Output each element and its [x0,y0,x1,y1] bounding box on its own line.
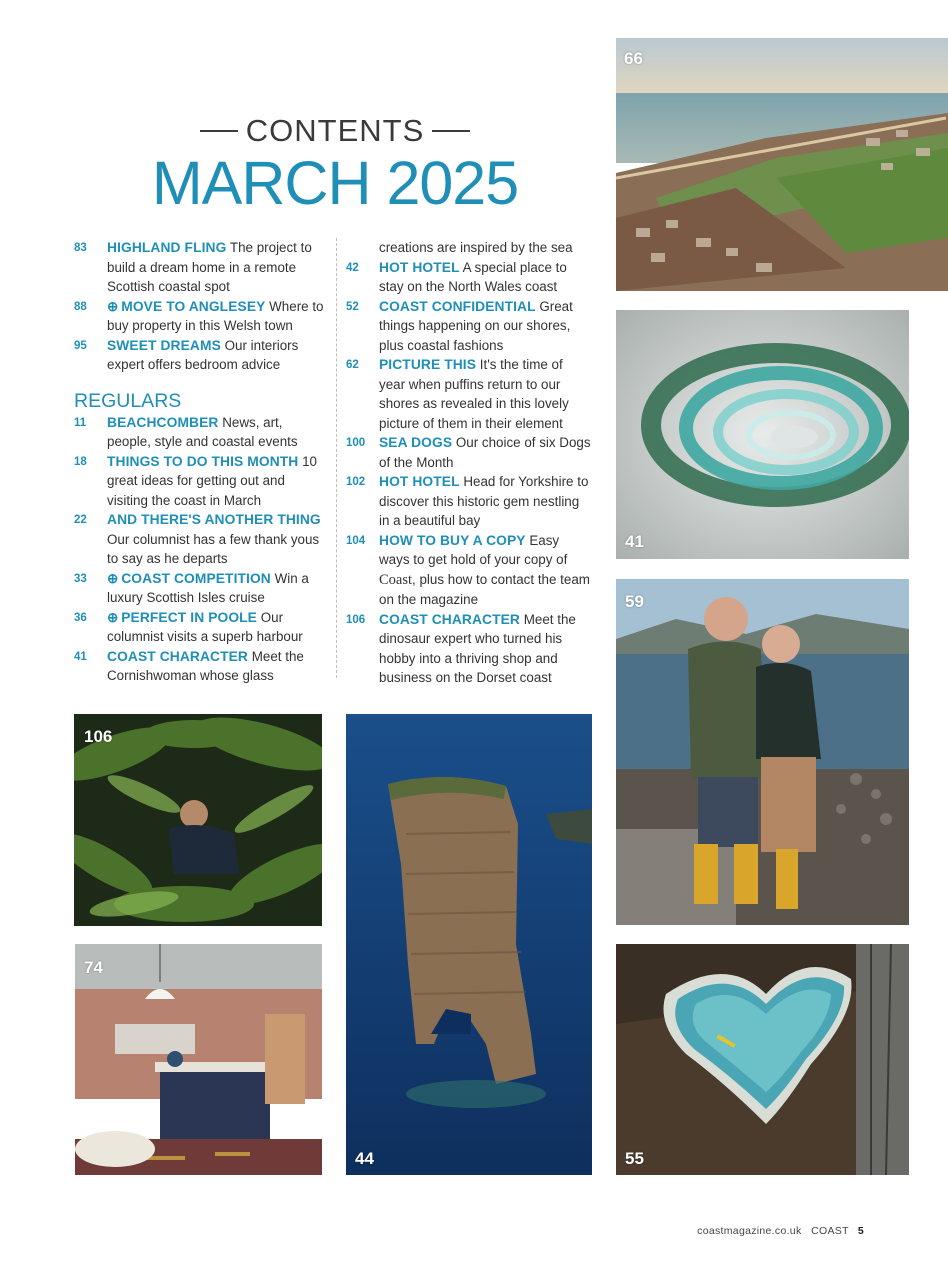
feature-title: SWEET DREAMS [107,337,221,353]
feature-description: The project to build a dream home in a remote Scottish coastal spot [107,240,312,294]
regular-entry[interactable] [74,510,326,569]
compass-icon: ⊕ [107,609,119,625]
feature-title: HIGHLAND FLING [107,240,227,255]
regular-description: A special place to stay on the North Wales coast [379,259,567,294]
regular-entry[interactable] [346,297,592,356]
regular-description: Win a luxury Scottish Isles cruise [107,570,309,605]
photo-page-number: 41 [625,532,644,551]
contents-heading [140,113,530,149]
page-number: 11 [74,416,87,429]
regular-title: PICTURE THIS [379,357,477,372]
regular-title: HOT HOTEL [379,259,460,275]
regular-title: COAST COMPETITION [121,570,271,586]
regular-entry[interactable] [74,452,326,511]
photo-couple[interactable] [616,579,909,925]
footer-brand: COAST [811,1225,849,1237]
footer-page-number: 5 [857,1225,864,1237]
compass-icon: ⊕ [107,570,119,586]
regular-title: COAST CHARACTER [379,611,520,627]
page-number: 95 [74,339,87,352]
page-number: 83 [74,242,87,254]
sea-stack-image [346,714,592,1175]
heart-pool-image [616,944,909,1175]
regular-description: Great things happening on our shores, plus coastal fashions [379,298,573,353]
photo-page-number: 59 [625,592,644,611]
photo-kitchen[interactable] [75,944,322,1175]
feature-description: Our interiors expert offers bedroom advice [107,337,299,372]
contents-column-left [74,238,326,686]
kitchen-image [75,944,322,1175]
photo-page-number: 55 [625,1149,644,1168]
page-number: 42 [346,261,359,274]
regular-entry[interactable] [346,472,592,531]
regular-entry[interactable] [74,647,326,686]
heading-rule-left [200,130,238,132]
page-number: 41 [74,650,87,663]
regular-title: BEACHCOMBER [107,414,219,430]
feature-entry[interactable] [74,238,326,297]
page-number: 104 [346,534,366,547]
photo-page-number: 66 [624,49,643,68]
desc-part: , plus how to contact the team on the magazine [379,571,590,607]
regular-description: Meet the dinosaur expert who turned his hobby into a thriving shop and business on the Dorset coast [379,611,576,685]
regular-description: 10 great ideas for getting out and visiting the coast in March [107,453,318,508]
feature-entry[interactable] [74,336,326,375]
feature-title: MOVE TO ANGLESEY [121,298,266,314]
photo-page-number: 74 [84,958,103,977]
regular-description: Head for Yorkshire to discover this historic gem nestling in a beautiful bay [379,474,589,528]
footer-site-link[interactable]: coastmagazine.co.uk [697,1225,802,1237]
regular-title: HOW TO BUY A COPY [379,532,526,548]
photo-page-number: 44 [355,1149,374,1168]
photo-glass-swirl[interactable] [616,310,909,559]
glass-swirl-image [616,310,909,559]
contents-label: CONTENTS [245,113,425,148]
regular-title: PERFECT IN POOLE [121,609,257,625]
regular-title: THINGS TO DO THIS MONTH [107,453,299,469]
photo-page-number: 106 [84,727,113,746]
regular-entry[interactable] [346,433,592,472]
entry-continuation: creations are inspired by the sea [379,240,573,255]
column-divider [336,238,337,678]
page-number: 106 [346,613,366,626]
contents-column-right [346,238,592,688]
page-number: 22 [74,514,87,526]
aerial-town-image [616,38,948,291]
feature-entry[interactable] [74,297,326,336]
regulars-heading: REGULARS [74,389,182,412]
compass-icon: ⊕ [107,298,119,314]
regular-entry[interactable] [346,355,592,433]
regular-description: News, art, people, style and coastal events [107,414,298,449]
regular-entry[interactable] [346,258,592,297]
regular-description: Our choice of six Dogs of the Month [379,435,591,470]
photo-heart-pool[interactable] [616,944,909,1175]
regular-description: Our columnist visits a superb harbour [107,609,303,644]
regular-entry[interactable] [346,531,592,610]
page-footer [600,1225,864,1237]
page-number: 36 [74,611,87,624]
page-number: 18 [74,455,87,468]
regular-entry[interactable] [74,413,326,452]
page-number: 102 [346,476,366,488]
regular-title: COAST CHARACTER [107,648,248,664]
regular-description: Our columnist has a few thank yous to say as he departs [107,531,320,566]
desc-part: Easy ways to get hold of your copy of [379,532,568,567]
page-number: 62 [346,359,359,371]
regular-title: HOT HOTEL [379,474,460,489]
regular-title: COAST CONFIDENTIAL [379,298,536,314]
page-number: 100 [346,437,366,449]
photo-fern-garden[interactable] [74,714,322,926]
couple-image [616,579,909,925]
feature-description: Where to buy property in this Welsh town [107,298,324,333]
regular-description: It's the time of year when puffins return to our shores as revealed in this lovely picture of them in their element [379,357,569,431]
magazine-name: Coast [379,571,413,588]
regular-entry[interactable] [74,569,326,608]
page-number: 88 [74,300,87,313]
regular-entry[interactable] [74,608,326,647]
heading-rule-right [432,130,470,132]
photo-aerial-town[interactable] [616,38,948,291]
regular-description: Meet the Cornishwoman whose glass [107,648,304,683]
regular-title: SEA DOGS [379,435,453,450]
regular-title: AND THERE'S ANOTHER THING [107,512,321,527]
page-number: 52 [346,300,359,313]
page-number: 33 [74,572,87,585]
regular-entry[interactable] [346,610,592,688]
issue-title: MARCH 2025 [151,149,519,217]
photo-sea-stack[interactable] [346,714,592,1175]
